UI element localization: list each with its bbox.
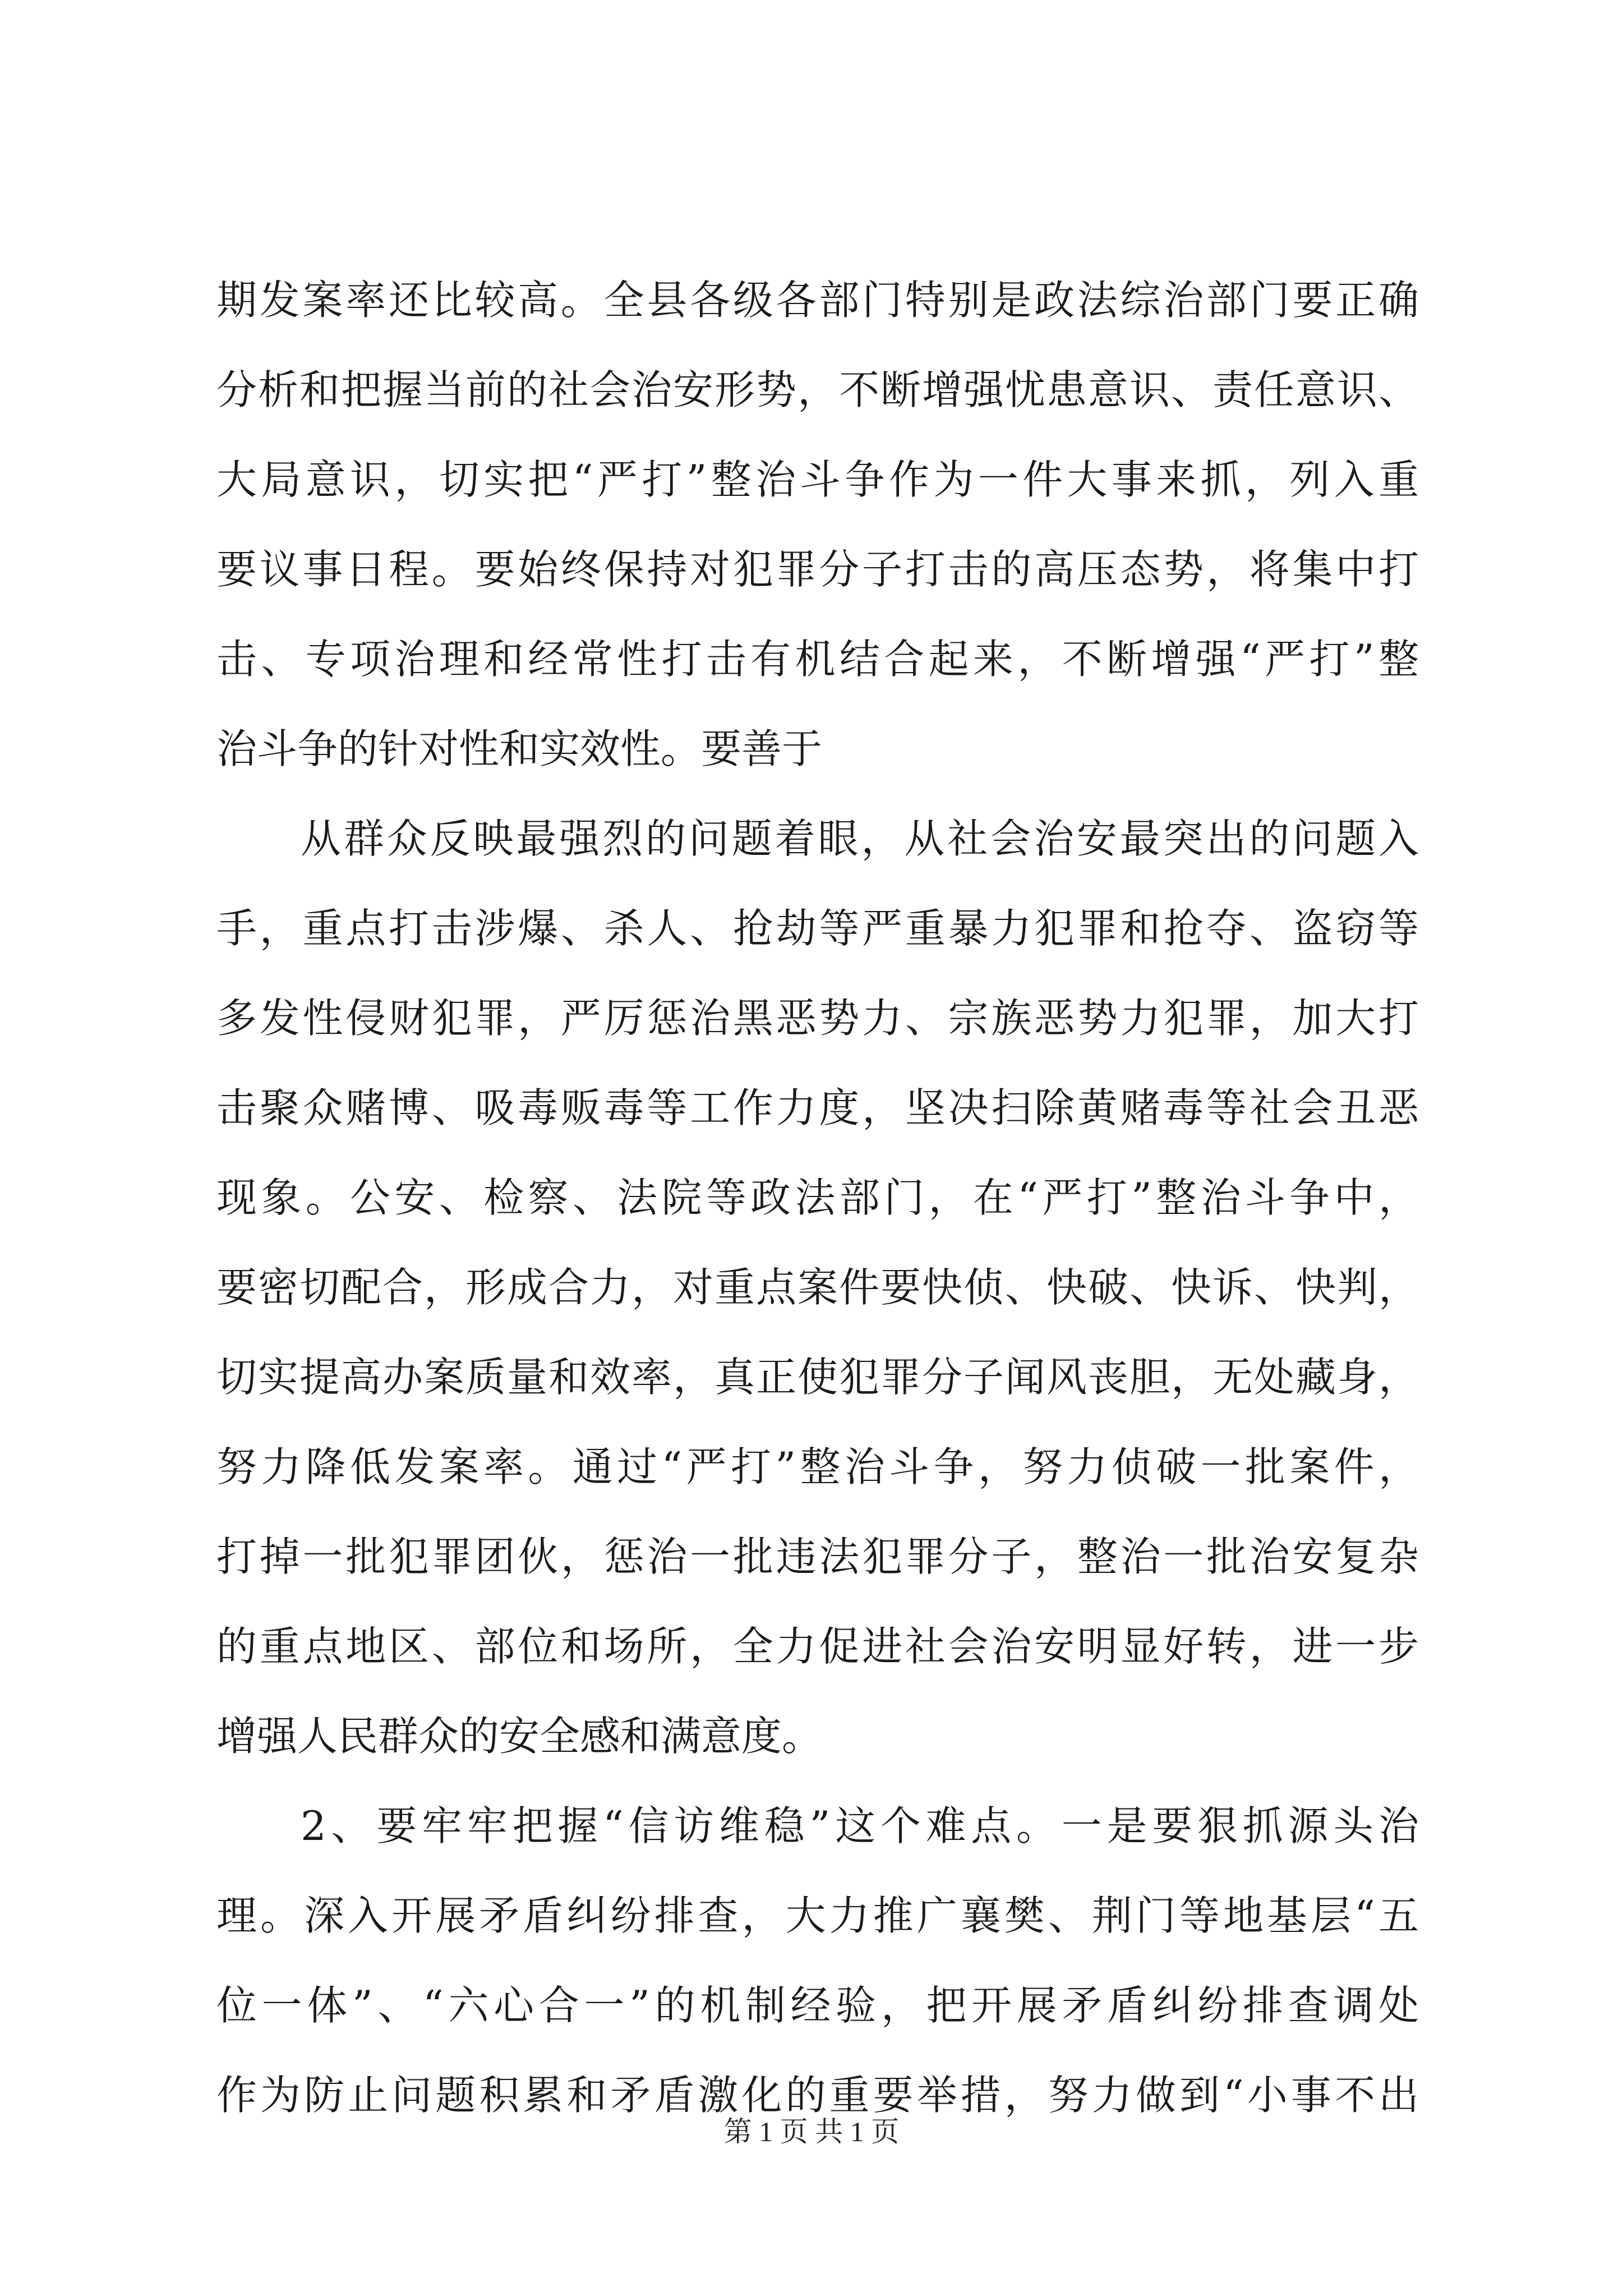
page-number-label: 第 1 页 共 1 页 [723,2116,900,2147]
text-line: 击聚众赌博、吸毒贩毒等工作力度，坚决扫除黄赌毒等社会丑恶 [216,1084,1419,1131]
text-line: 期发案率还比较高。全县各级各部门特别是政法综治部门要正确 [216,277,1419,324]
document-body [216,255,1419,2140]
paragraph-first-line: 2、要牢牢把握“信访维稳”这个难点。一是要狠抓源头治 [301,1802,1419,1849]
text-line: 增强人民群众的安全感和满意度。 [216,1713,823,1760]
page-footer [0,2109,1623,2150]
text-line: 大局意识，切实把“严打”整治斗争作为一件大事来抓，列入重 [216,456,1419,503]
text-line: 作为防止问题积累和矛盾激化的重要举措，努力做到“小事不出 [216,2072,1419,2119]
text-line: 打掉一批犯罪团伙，惩治一批违法犯罪分子，整治一批治安复杂 [216,1533,1419,1580]
text-line: 要议事日程。要始终保持对犯罪分子打击的高压态势，将集中打 [216,546,1419,593]
text-line: 多发性侵财犯罪，严厉惩治黑恶势力、宗族恶势力犯罪，加大打 [216,995,1419,1042]
text-line: 切实提高办案质量和效率，真正使犯罪分子闻风丧胆，无处藏身， [216,1354,1419,1401]
text-line: 击、专项治理和经常性打击有机结合起来，不断增强“严打”整 [216,636,1419,683]
text-line: 分析和把握当前的社会治安形势，不断增强忧患意识、责任意识、 [216,366,1419,413]
text-line: 位一体”、“六心合一”的机制经验，把开展矛盾纠纷排查调处 [216,1982,1419,2029]
text-line: 现象。公安、检察、法院等政法部门，在“严打”整治斗争中， [216,1174,1419,1221]
text-line: 治斗争的针对性和实效性。要善于 [216,725,823,772]
paragraph-first-line: 从群众反映最强烈的问题着眼，从社会治安最突出的问题入 [301,815,1419,862]
text-line: 努力降低发案率。通过“严打”整治斗争，努力侦破一批案件， [216,1443,1419,1490]
text-line: 理。深入开展矛盾纠纷排查，大力推广襄樊、荆门等地基层“五 [216,1892,1419,1939]
text-line: 要密切配合，形成合力，对重点案件要快侦、快破、快诉、快判， [216,1264,1419,1311]
text-line: 的重点地区、部位和场所，全力促进社会治安明显好转，进一步 [216,1623,1419,1670]
text-line: 手，重点打击涉爆、杀人、抢劫等严重暴力犯罪和抢夺、盗窃等 [216,905,1419,952]
